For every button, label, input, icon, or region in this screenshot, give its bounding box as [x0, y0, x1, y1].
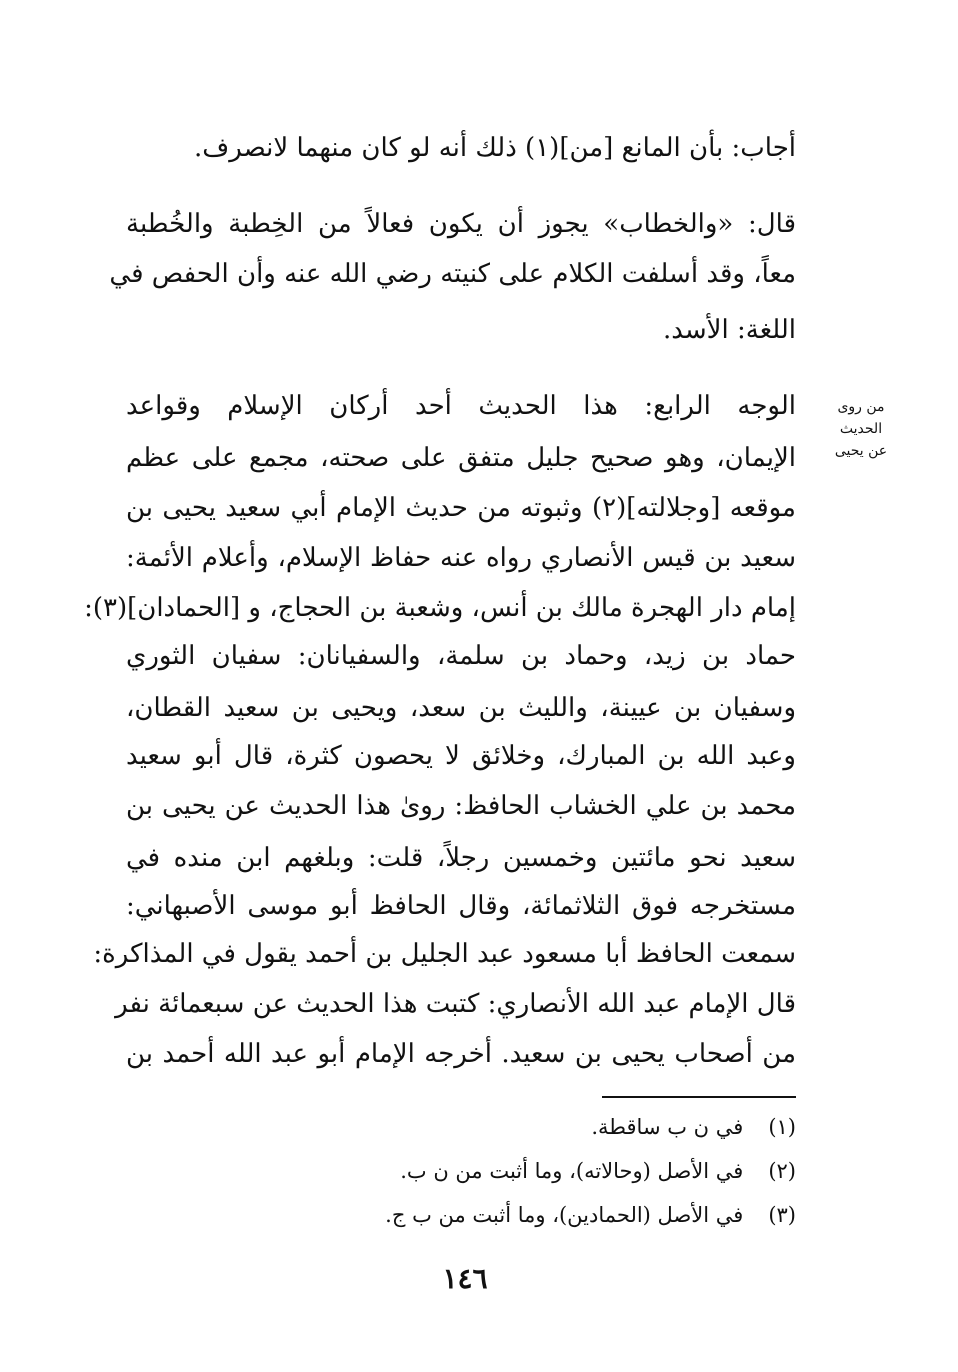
body-line-9: إمام دار الهجرة مالك بن أنس، وشعبة بن الحجاج، و [الحمادان](٣):	[84, 593, 796, 623]
body-line-11: وسفيان بن عيينة، والليث بن سعد، ويحيى بن سعيد القطان،	[126, 693, 796, 723]
body-line-7: موقعه [وجلالته](٢) وثبوته من حديث الإمام أبي سعيد يحيى بن	[126, 493, 796, 523]
body-line-17: قال الإمام عبد الله الأنصاري: كتبت هذا الحديث عن سبعمائة نفر	[115, 989, 796, 1019]
footnote-3-text: في الأصل (الحمادين)، وما أثبت من ب ج.	[385, 1203, 744, 1227]
margin-note	[816, 396, 906, 462]
footnote-1	[236, 1112, 796, 1142]
footnote-2-text: في الأصل (وحالاته)، وما أثبت من ن ب.	[400, 1159, 744, 1183]
body-line-12: وعبد الله بن المبارك، وخلائق لا يحصون كثرة، قال أبو سعيد	[126, 741, 796, 771]
body-line-3: معاً، وقد أسلفت الكلام على كنيته رضي الله عنه وأن الحفص في	[109, 259, 796, 289]
page-number: ١٤٦	[442, 1262, 488, 1295]
footnote-3-number: (٣)	[768, 1203, 796, 1227]
footnote-3	[236, 1200, 796, 1230]
footnote-1-number: (١)	[768, 1115, 796, 1139]
body-line-1: أجاب: بأن المانع [من](١) ذلك أنه لو كان منهما لانصرف.	[194, 133, 796, 163]
body-line-15: مستخرجه فوق الثلاثمائة، وقال الحافظ أبو موسى الأصبهاني:	[126, 891, 796, 921]
body-line-8: سعيد بن قيس الأنصاري رواه عنه حفاظ الإسلام، وأعلام الأئمة:	[126, 543, 796, 573]
body-line-10: حماد بن زيد، وحماد بن سلمة، والسفيانان: سفيان الثوري	[126, 641, 796, 671]
body-line-14: سعيد نحو مائتين وخمسين رجلاً، قلت: وبلغهم ابن منده في	[126, 843, 796, 873]
footnote-2-number: (٢)	[768, 1159, 796, 1183]
body-line-2: قال: «والخطاب» يجوز أن يكون فعالاً من الخِطبة والخُطبة	[126, 209, 796, 239]
body-line-5: الوجه الرابع: هذا الحديث أحد أركان الإسلام وقواعد	[126, 391, 796, 421]
body-line-13: محمد بن علي الخشاب الحافظ: روىٰ هذا الحديث عن يحيى بن	[126, 791, 796, 821]
body-line-6: الإيمان، وهو صحيح جليل متفق على صحته، مجمع على عظم	[126, 443, 796, 473]
margin-note-line-1: من روى	[837, 399, 885, 415]
body-line-4: اللغة: الأسد.	[662, 315, 796, 345]
footnote-1-text: في ن ب ساقطة.	[591, 1115, 744, 1139]
margin-note-line-3: عن يحيى	[834, 443, 888, 459]
footnote-2	[236, 1156, 796, 1186]
body-line-16: سمعت الحافظ أبا مسعود عبد الجليل بن أحمد يقول في المذاكرة:	[93, 939, 796, 969]
body-line-18: من أصحاب يحيى بن سعيد. أخرجه الإمام أبو عبد الله أحمد بن	[126, 1039, 796, 1069]
footnote-divider	[602, 1096, 796, 1098]
margin-note-line-2: الحديث	[839, 421, 883, 437]
